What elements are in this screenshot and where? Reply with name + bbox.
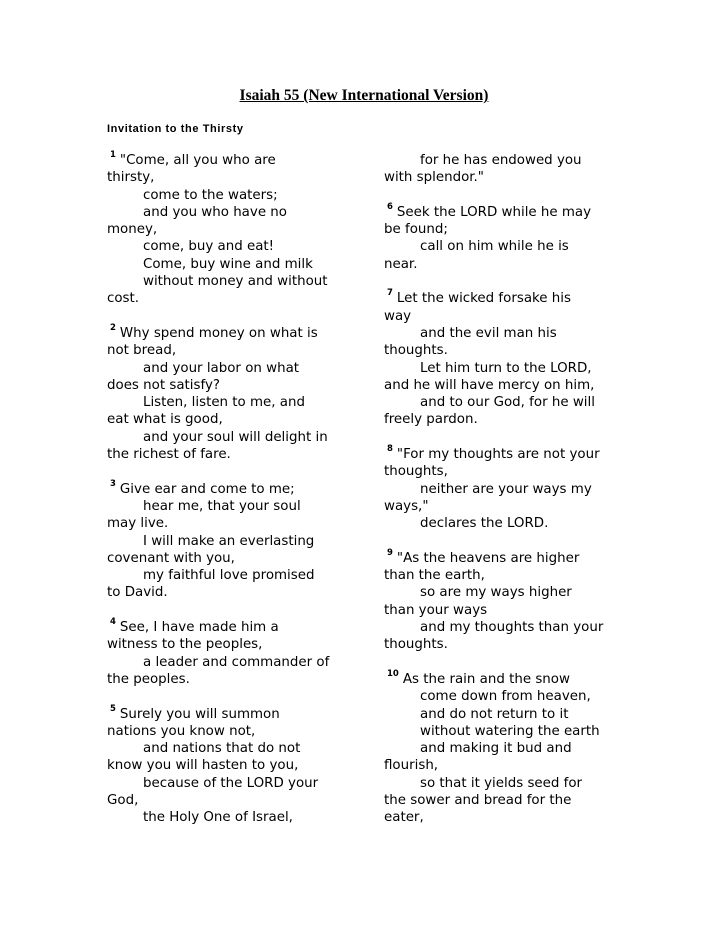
verse-text: Why spend money on what is: [119, 325, 318, 341]
verse-line: [107, 152, 347, 169]
verse-text: cost.: [107, 291, 140, 307]
verse-line: [107, 204, 347, 221]
verse-text: See, I have made him a: [119, 620, 279, 636]
verse-stanza: [107, 322, 347, 463]
verse-line: [384, 377, 628, 394]
verse-number: 7: [387, 288, 393, 299]
verse-text: Seek the LORD while he may: [396, 204, 592, 220]
verse-line: [107, 256, 347, 273]
verse-line: [384, 498, 628, 515]
verse-text: neither are your ways my: [420, 481, 592, 497]
verse-line: [384, 463, 628, 480]
verse-stanza: [384, 446, 628, 532]
verse-text: way: [384, 308, 412, 324]
verse-line: [384, 584, 628, 601]
verse-line: [384, 515, 628, 532]
verse-line: [384, 809, 628, 826]
verse-text: does not satisfy?: [107, 377, 220, 393]
verse-line: [107, 654, 347, 671]
verse-text: the sower and bread for the: [384, 792, 572, 808]
verse-stanza: [107, 619, 347, 688]
verse-text: come to the waters;: [143, 187, 278, 203]
verse-line: [384, 169, 628, 186]
verse-line: [107, 740, 347, 757]
verse-line: [384, 290, 628, 307]
verse-text: thoughts,: [384, 464, 448, 480]
verse-text: without money and without: [143, 274, 328, 290]
verse-text: near.: [384, 256, 418, 272]
verse-line: [107, 775, 347, 792]
verse-text: freely pardon.: [384, 412, 478, 428]
verse-line: [384, 325, 628, 342]
verse-line: [107, 619, 347, 636]
verse-line: [107, 792, 347, 809]
verse-line: [107, 273, 347, 290]
verse-line: [107, 342, 347, 359]
verse-text: money,: [107, 222, 158, 238]
verse-text: Surely you will summon: [119, 706, 280, 722]
verse-text: eat what is good,: [107, 412, 223, 428]
verse-line: [384, 446, 628, 463]
verse-text: so that it yields seed for: [420, 775, 583, 791]
verse-number: 6: [387, 201, 393, 212]
verse-line: [107, 757, 347, 774]
verse-line: [107, 636, 347, 653]
verse-line: [107, 723, 347, 740]
verse-text: and making it bud and: [420, 741, 572, 757]
verse-line: [384, 619, 628, 636]
verse-text: and your soul will delight in: [143, 429, 328, 445]
verse-line: [384, 547, 628, 567]
verse-stanza: [384, 547, 628, 654]
verse-line: [107, 550, 347, 567]
verse-text: to David.: [107, 585, 168, 601]
verse-text: with splendor.": [384, 170, 484, 186]
verse-text: a leader and commander of: [143, 654, 330, 670]
verse-text: may live.: [107, 516, 169, 532]
verse-stanza: [384, 668, 628, 827]
verse-text: Come, buy wine and milk: [143, 256, 313, 272]
verse-text: thirsty,: [107, 170, 155, 186]
verse-text: my faithful love promised: [143, 568, 315, 584]
verse-number: 5: [110, 703, 116, 714]
verse-stanza: [384, 201, 628, 273]
verse-text: and my thoughts than your: [420, 620, 604, 636]
verse-text: flourish,: [384, 758, 439, 774]
verse-line: [384, 792, 628, 809]
verse-line: [107, 533, 347, 550]
verse-text: covenant with you,: [107, 550, 235, 566]
verse-line: [107, 515, 347, 532]
verse-line: [384, 668, 628, 688]
verse-number: 10: [387, 668, 399, 679]
verse-text: and to our God, for he will: [420, 395, 595, 411]
verse-line: [384, 238, 628, 255]
verse-line: [107, 290, 347, 307]
verse-line: [107, 221, 347, 238]
verse-line: [384, 394, 628, 411]
verse-line: [384, 308, 628, 325]
verse-line: [107, 377, 347, 394]
verse-text: "For my thoughts are not your: [396, 447, 600, 463]
verse-text: God,: [107, 792, 139, 808]
verse-text: As the rain and the snow: [402, 671, 570, 687]
verse-line: [384, 775, 628, 792]
verse-line: [107, 394, 347, 411]
verse-text: call on him while he is: [420, 239, 569, 255]
verse-text: come, buy and eat!: [143, 239, 275, 255]
verse-number: 9: [387, 547, 393, 558]
verse-number: 2: [110, 322, 116, 333]
verse-text: ways,": [384, 498, 429, 514]
verse-number: 3: [110, 478, 116, 489]
verse-line: [384, 740, 628, 757]
verse-text: know you will hasten to you,: [107, 758, 299, 774]
page-title: Isaiah 55 (New International Version): [239, 87, 489, 104]
verse-text: than the earth,: [384, 568, 485, 584]
verse-text: "Come, all you who are: [119, 153, 276, 168]
verse-line: [384, 256, 628, 273]
verse-text: the peoples.: [107, 671, 190, 687]
verse-text: nations you know not,: [107, 723, 256, 739]
verse-text: than your ways: [384, 602, 488, 618]
verse-line: [107, 703, 347, 723]
verse-line: [107, 671, 347, 688]
verse-text: without watering the earth: [420, 723, 600, 739]
verse-text: declares the LORD.: [420, 516, 549, 532]
verse-stanza: [107, 478, 347, 602]
verse-text: and your labor on what: [143, 360, 300, 376]
right-column: [384, 152, 628, 844]
verse-line: [107, 169, 347, 186]
verse-text: Give ear and come to me;: [119, 481, 295, 497]
verse-text: come down from heaven,: [420, 689, 591, 705]
verse-text: so are my ways higher: [420, 585, 572, 601]
verse-line: [384, 602, 628, 619]
verse-text: thoughts.: [384, 343, 448, 359]
verse-line: [384, 636, 628, 653]
verse-line: [107, 238, 347, 255]
verse-line: [107, 360, 347, 377]
verse-line: [384, 342, 628, 359]
verse-line: [384, 411, 628, 428]
verse-line: [107, 567, 347, 584]
verse-stanza: [107, 703, 347, 827]
section-heading: Invitation to the Thirsty: [107, 123, 244, 135]
verse-text: Let the wicked forsake his: [396, 291, 571, 307]
verse-line: [384, 706, 628, 723]
verse-text: for he has endowed you: [420, 153, 582, 168]
verse-text: and the evil man his: [420, 325, 557, 341]
verse-line: [107, 584, 347, 601]
verse-text: hear me, that your soul: [143, 498, 301, 514]
verse-line: [384, 723, 628, 740]
verse-text: because of the LORD your: [143, 775, 319, 791]
verse-line: [107, 498, 347, 515]
verse-line: [384, 481, 628, 498]
verse-text: thoughts.: [384, 637, 448, 653]
verse-line: [107, 809, 347, 826]
verse-stanza: [107, 152, 347, 308]
verse-number: 4: [110, 617, 116, 628]
verse-line: [107, 187, 347, 204]
verse-number: 8: [387, 444, 393, 455]
verse-line: [384, 360, 628, 377]
left-column: [107, 152, 347, 844]
verse-text: be found;: [384, 222, 448, 238]
verse-text: and nations that do not: [143, 741, 301, 757]
verse-line: [384, 688, 628, 705]
verse-text: Let him turn to the LORD,: [420, 360, 592, 376]
verse-text: "As the heavens are higher: [396, 550, 580, 566]
verse-line: [384, 567, 628, 584]
verse-stanza: [384, 152, 628, 187]
verse-stanza: [384, 290, 628, 428]
verse-text: the richest of fare.: [107, 447, 231, 463]
verse-line: [384, 152, 628, 169]
verse-text: I will make an everlasting: [143, 533, 315, 549]
verse-number: 1: [110, 150, 116, 160]
verse-line: [107, 429, 347, 446]
verse-text: and he will have mercy on him,: [384, 377, 595, 393]
verse-text: eater,: [384, 810, 424, 826]
verse-line: [107, 446, 347, 463]
verse-text: and you who have no: [143, 204, 287, 220]
verse-line: [384, 757, 628, 774]
verse-text: and do not return to it: [420, 706, 569, 722]
verse-line: [384, 221, 628, 238]
verse-text: Listen, listen to me, and: [143, 395, 305, 411]
verse-line: [107, 411, 347, 428]
verse-text: the Holy One of Israel,: [143, 810, 293, 826]
verse-text: witness to the peoples,: [107, 637, 263, 653]
verse-line: [107, 478, 347, 498]
verse-line: [107, 322, 347, 342]
verse-line: [384, 201, 628, 221]
verse-text: not bread,: [107, 343, 177, 359]
